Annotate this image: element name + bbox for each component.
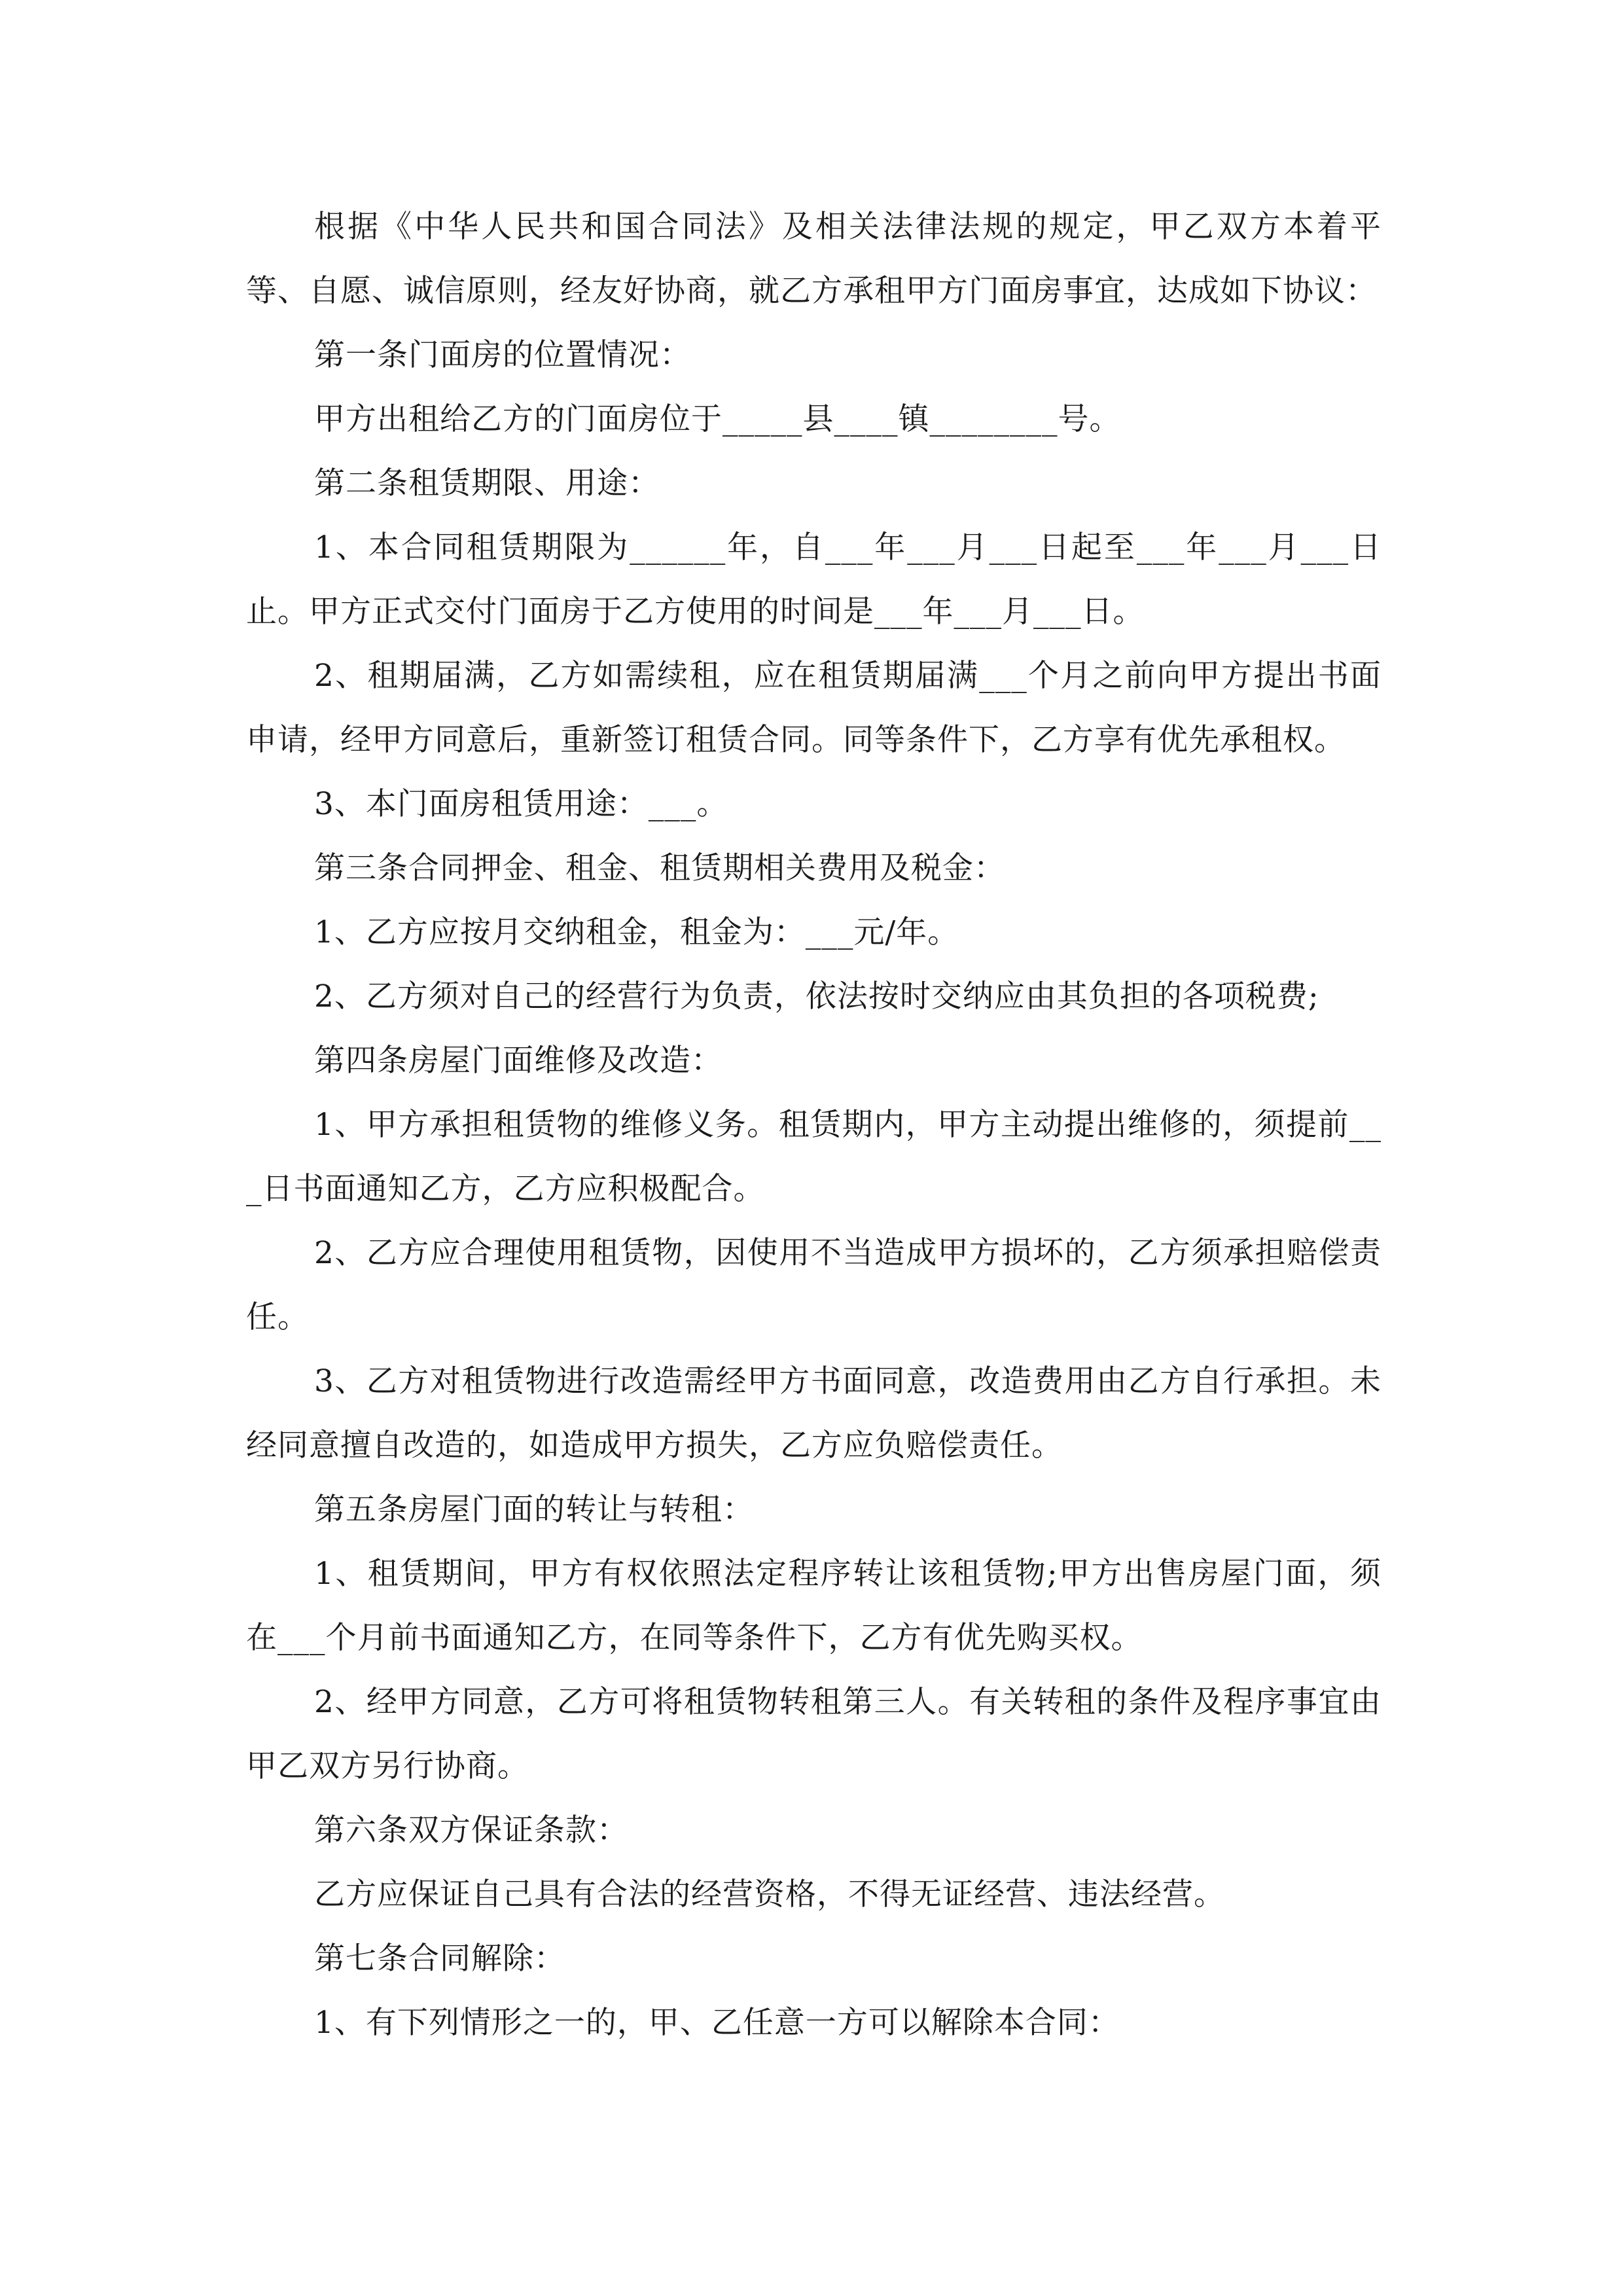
article-3-clause-1: 1、乙方应按月交纳租金，租金为：___元/年。 [314,914,959,950]
document-body [246,195,1382,2055]
article-6-clause: 乙方应保证自己具有合法的经营资格，不得无证经营、违法经营。 [314,1876,1225,1912]
article-7-heading: 第七条合同解除： [314,1941,565,1977]
article-5-clause-1: 1、租赁期间，甲方有权依照法定程序转让该租赁物;甲方出售房屋门面，须在___个月前书面通知乙方，在同等条件下，乙方有优先购买权。 [246,1556,1382,1656]
preamble-paragraph: 根据《中华人民共和国合同法》及相关法律法规的规定，甲乙双方本着平等、自愿、诚信原则，经友好协商，就乙方承租甲方门面房事宜，达成如下协议： [246,209,1382,309]
article-2-clause-1: 1、本合同租赁期限为______年，自___年___月___日起至___年___月___日止。甲方正式交付门面房于乙方使用的时间是___年___月___日。 [246,529,1382,630]
article-4-clause-2: 2、乙方应合理使用租赁物，因使用不当造成甲方损坏的，乙方须承担赔偿责任。 [246,1235,1382,1335]
article-1-heading: 第一条门面房的位置情况： [314,337,691,373]
article-4-clause-3: 3、乙方对租赁物进行改造需经甲方书面同意，改造费用由乙方自行承担。未经同意擅自改造的，如造成甲方损失，乙方应负赔偿责任。 [246,1363,1382,1463]
article-1-location: 甲方出租给乙方的门面房位于_____县____镇________号。 [314,401,1121,437]
article-6-heading: 第六条双方保证条款： [314,1812,628,1848]
article-3-heading: 第三条合同押金、租金、租赁期相关费用及税金： [314,850,1005,886]
article-4-heading: 第四条房屋门面维修及改造： [314,1043,722,1079]
article-5-heading: 第五条房屋门面的转让与转租： [314,1492,754,1528]
article-7-clause-1: 1、有下列情形之一的，甲、乙任意一方可以解除本合同： [314,2005,1120,2041]
article-2-clause-3: 3、本门面房租赁用途：___。 [314,786,728,822]
article-3-clause-2: 2、乙方须对自己的经营行为负责，依法按时交纳应由其负担的各项税费; [314,978,1319,1014]
article-2-clause-2: 2、租期届满，乙方如需续租，应在租赁期届满___个月之前向甲方提出书面申请，经甲方同意后，重新签订租赁合同。同等条件下，乙方享有优先承租权。 [246,658,1382,758]
article-2-heading: 第二条租赁期限、用途： [314,465,660,501]
article-4-clause-1: 1、甲方承担租赁物的维修义务。租赁期内，甲方主动提出维修的，须提前___日书面通知乙方，乙方应积极配合。 [246,1107,1382,1207]
article-5-clause-2: 2、经甲方同意，乙方可将租赁物转租第三人。有关转租的条件及程序事宜由甲乙双方另行协商。 [246,1684,1382,1784]
